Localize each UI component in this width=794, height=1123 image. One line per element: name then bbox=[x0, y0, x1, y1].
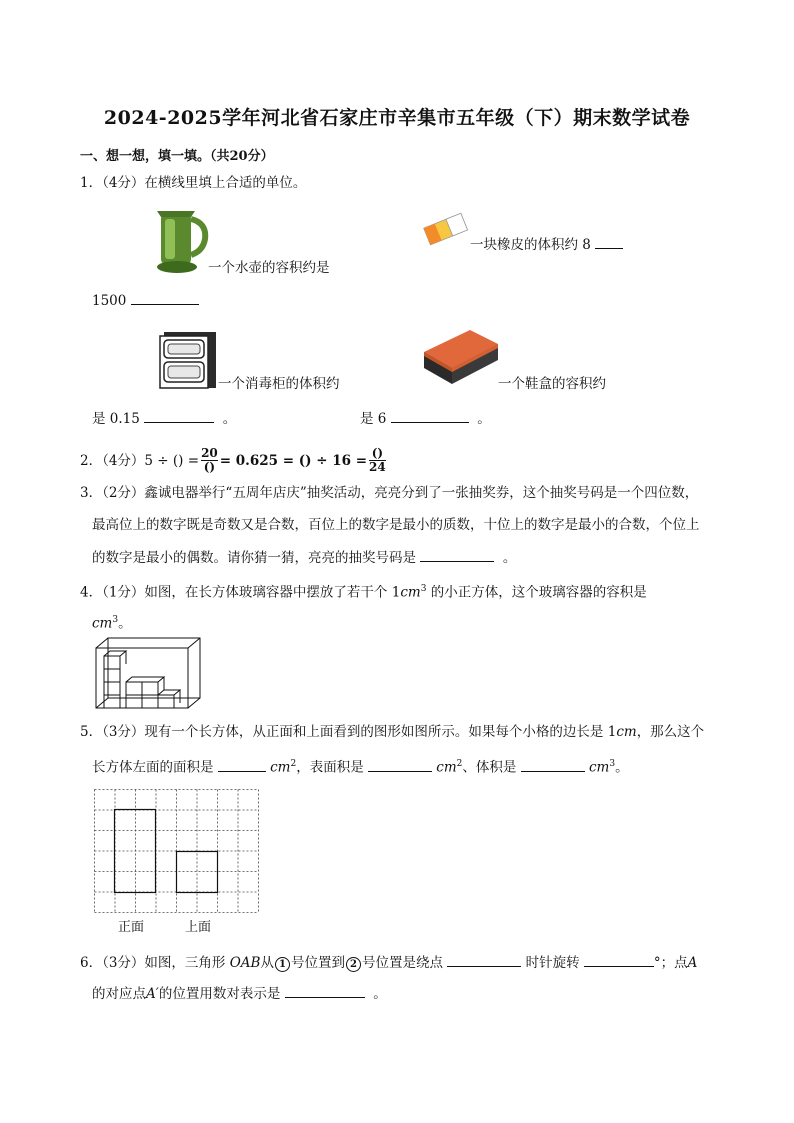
question-5-line-1: 5．（3分）现有一个长方体，从正面和上面看到的图形如图所示。如果每个小格的边长是 1cm，那么这个 bbox=[80, 724, 705, 740]
answer-blank[interactable] bbox=[391, 408, 469, 423]
eraser-text: 一块橡皮的体积约 8 bbox=[470, 234, 623, 255]
page-title: 2024-2025学年河北省石家庄市辛集市五年级（下）期末数学试卷 bbox=[103, 107, 691, 129]
question-1-stem: 1．（4分）在横线里填上合适的单位。 bbox=[80, 175, 307, 191]
fraction-1: $\frac{20}{()}$ bbox=[201, 446, 218, 474]
question-5-line-2: 长方体左面的面积是 $cm^2$，表面积是 $cm^2$、体积是 $cm^3$。 bbox=[92, 754, 629, 778]
cabinet-value: 是 0.15 。 bbox=[92, 408, 236, 429]
position-2-marker: 2 bbox=[346, 957, 361, 972]
fraction-2: $\frac{()}{24}$ bbox=[369, 446, 386, 474]
kettle-value: 1500 bbox=[92, 290, 199, 311]
answer-blank[interactable] bbox=[521, 757, 585, 772]
answer-blank[interactable] bbox=[595, 234, 623, 249]
shoebox-image bbox=[420, 322, 500, 392]
answer-blank[interactable] bbox=[420, 547, 494, 562]
answer-blank[interactable] bbox=[144, 408, 214, 423]
question-6-line-1: 6．（3分）如图，三角形 OAB从 1 号位置到 2 号位置是绕点 时针旋转 °；点A bbox=[80, 952, 697, 973]
question-3-line-3: 的数字是最小的偶数。请你猜一猜，亮亮的抽奖号码是 。 bbox=[92, 547, 516, 568]
question-4-line-2: $cm^3$。 bbox=[92, 615, 132, 632]
answer-blank[interactable] bbox=[285, 983, 365, 998]
answer-blank[interactable] bbox=[131, 290, 199, 305]
question-2: 2．（4分）5 ÷ () = $\frac{20}{()}$ = 0.625 = () ÷ 16 = $\frac{()}{24}$ bbox=[80, 446, 386, 474]
shoebox-value: 是 6 。 bbox=[360, 408, 491, 429]
kettle-image bbox=[155, 205, 211, 275]
glass-container-figure bbox=[94, 634, 204, 714]
question-4-line-1: 4．（1分）如图，在长方体玻璃容器中摆放了若干个 $1cm^3$ 的小正方体，这个玻璃容器的容积是 bbox=[80, 584, 647, 601]
shoebox-text: 一个鞋盒的容积约 bbox=[498, 376, 606, 392]
top-view-label: 上面 bbox=[185, 920, 212, 935]
section-heading: 一、想一想，填一填。（共20分） bbox=[80, 149, 274, 164]
views-grid-figure bbox=[94, 789, 258, 915]
answer-blank[interactable] bbox=[447, 952, 521, 967]
answer-blank[interactable] bbox=[368, 757, 432, 772]
cabinet-text: 一个消毒柜的体积约 bbox=[218, 376, 340, 392]
position-1-marker: 1 bbox=[275, 957, 290, 972]
question-3-line-2: 最高位上的数字既是奇数又是合数，百位上的数字是最小的质数，十位上的数字是最小的合数，个位上 bbox=[92, 517, 700, 533]
eraser-image bbox=[422, 208, 470, 252]
front-view-label: 正面 bbox=[118, 920, 145, 935]
question-3-line-1: 3．（2分）鑫诚电器举行“五周年店庆”抽奖活动，亮亮分到了一张抽奖券，这个抽奖号码是一个四位数， bbox=[80, 485, 699, 501]
answer-blank[interactable] bbox=[218, 757, 266, 772]
answer-blank[interactable] bbox=[584, 952, 654, 967]
cabinet-image bbox=[158, 330, 220, 390]
kettle-text: 一个水壶的容积约是 bbox=[208, 260, 330, 276]
question-6-line-2: 的对应点A′的位置用数对表示是 。 bbox=[92, 983, 387, 1004]
